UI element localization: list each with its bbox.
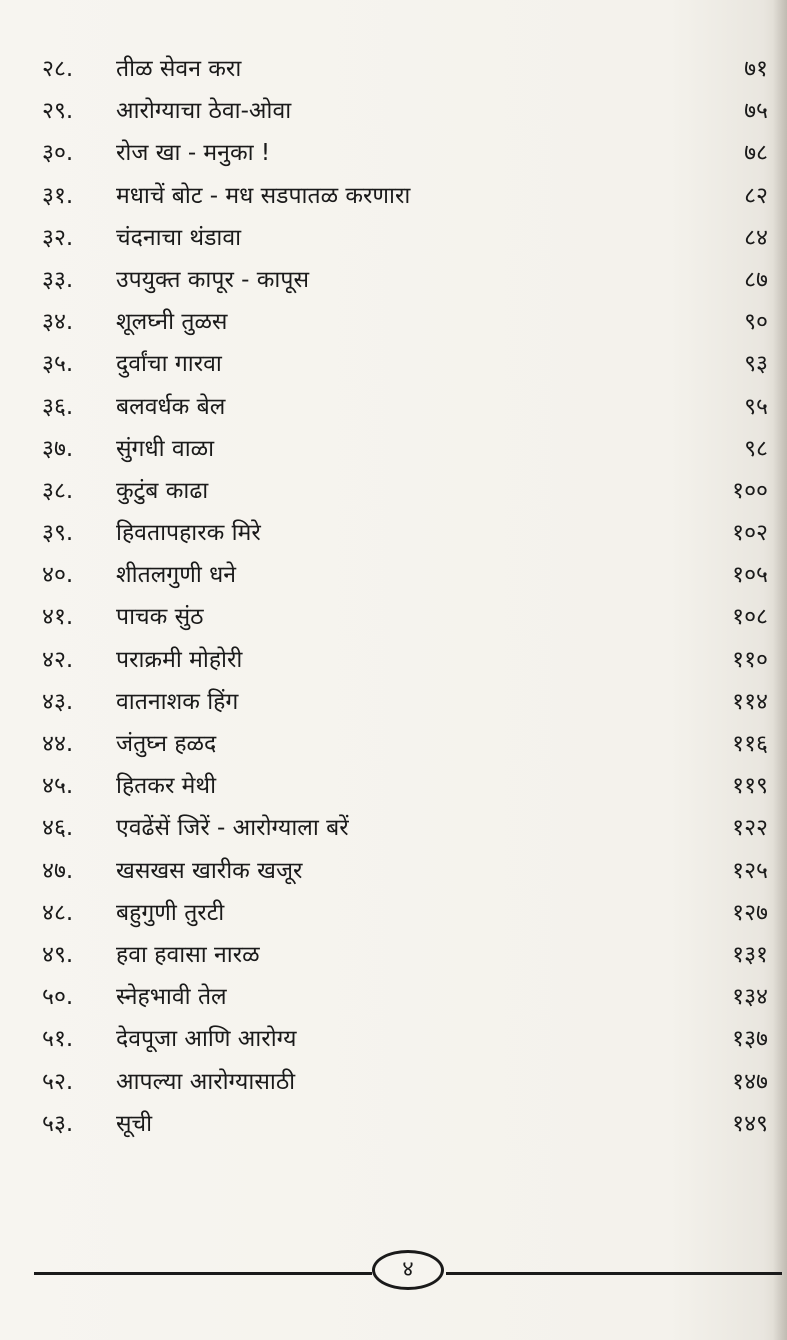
entry-title: शीतलगुणी धने: [116, 562, 237, 589]
entry-title: आरोग्याचा ठेवा-ओवा: [116, 98, 292, 125]
entry-title: हवा हवासा नारळ: [116, 941, 260, 968]
entry-page: १३१: [732, 941, 768, 968]
toc-entry: [42, 48, 768, 90]
entry-page: ११६: [732, 731, 768, 757]
entry-number: ४०.: [42, 562, 74, 589]
toc-entry: [42, 596, 768, 638]
entry-title: हिवतापहारक मिरे: [116, 520, 261, 547]
toc-entry: [42, 1103, 768, 1145]
entry-page: १४७: [732, 1068, 768, 1095]
toc-entry: [42, 723, 768, 765]
toc-entry: [42, 259, 768, 301]
entry-title: मधाचें बोट - मध सडपातळ करणारा: [116, 182, 411, 209]
page-footer: [34, 1248, 782, 1292]
entry-number: ३३.: [42, 266, 74, 293]
entry-title: आपल्या आरोग्यासाठी: [116, 1068, 296, 1095]
entry-page: ११०: [732, 646, 768, 673]
entry-page: १०५: [732, 562, 768, 589]
page-number: ४: [372, 1250, 444, 1290]
entry-title: शूलघ्नी तुळस: [116, 309, 228, 336]
entry-number: ३४.: [42, 309, 74, 336]
entry-title: सुंगधी वाळा: [116, 435, 215, 462]
entry-number: ५१.: [42, 1026, 74, 1053]
entry-page: १४९: [732, 1110, 768, 1137]
toc-entry: [42, 765, 768, 807]
entry-number: ४७.: [42, 857, 74, 884]
entry-number: ३१.: [42, 182, 74, 209]
entry-number: ३०.: [42, 140, 74, 167]
entry-page: ९०: [744, 309, 768, 336]
toc-entry: [42, 217, 768, 259]
toc-entry: [42, 343, 768, 385]
entry-title: रोज खा - मनुका !: [116, 140, 271, 167]
entry-number: २९.: [42, 98, 74, 125]
entry-title: पाचक सुंठ: [116, 604, 204, 631]
entry-page: १०२: [732, 520, 768, 547]
entry-number: ४९.: [42, 941, 74, 968]
entry-page: ७१: [744, 56, 768, 82]
entry-page: ७५: [744, 98, 768, 125]
entry-title: तीळ सेवन करा: [116, 56, 242, 82]
entry-number: ३५.: [42, 351, 74, 378]
entry-page: ७८: [744, 140, 768, 167]
entry-page: १३७: [732, 1026, 768, 1053]
toc-entry: [42, 554, 768, 596]
entry-title: चंदनाचा थंडावा: [116, 224, 242, 251]
entry-page: १२७: [732, 899, 768, 926]
toc-entry: [42, 386, 768, 428]
entry-title: कुटुंब काढा: [116, 477, 209, 504]
entry-number: ५२.: [42, 1068, 74, 1095]
toc-entry: [42, 976, 768, 1018]
entry-page: ८७: [744, 266, 768, 293]
entry-page: १००: [732, 477, 768, 504]
entry-number: ३९.: [42, 520, 74, 547]
footer-rule-right: [446, 1272, 782, 1275]
entry-number: ३७.: [42, 435, 74, 462]
entry-title: देवपूजा आणि आरोग्य: [116, 1026, 297, 1053]
entry-page: १२२: [732, 815, 768, 842]
entry-page: ९५: [744, 393, 768, 420]
entry-number: ५०.: [42, 984, 74, 1011]
toc-entry: [42, 132, 768, 174]
entry-title: उपयुक्त कापूर - कापूस: [116, 266, 310, 293]
entry-title: बहुगुणी तुरटी: [116, 899, 225, 926]
entry-title: सूची: [116, 1110, 153, 1137]
entry-number: ४४.: [42, 731, 74, 757]
entry-page: ९३: [744, 351, 768, 378]
entry-title: दुर्वांचा गारवा: [116, 351, 222, 378]
entry-page: १०८: [732, 604, 768, 631]
entry-number: ३२.: [42, 224, 74, 251]
entry-title: वातनाशक हिंग: [116, 688, 239, 715]
toc-entry: [42, 175, 768, 217]
toc-entry: [42, 892, 768, 934]
toc-entry: [42, 301, 768, 343]
entry-title: जंतुघ्न हळद: [116, 731, 217, 757]
entry-number: ४८.: [42, 899, 74, 926]
toc-entry: [42, 807, 768, 849]
entry-number: ३८.: [42, 477, 74, 504]
footer-rule-left: [34, 1272, 372, 1275]
entry-number: ४६.: [42, 815, 74, 842]
toc-entry: [42, 90, 768, 132]
entry-number: ४२.: [42, 646, 74, 673]
entry-title: हितकर मेथी: [116, 773, 217, 800]
entry-number: ५३.: [42, 1110, 74, 1137]
toc-entry: [42, 934, 768, 976]
entry-number: ४१.: [42, 604, 74, 631]
entry-title: बलवर्धक बेल: [116, 393, 226, 420]
entry-number: ४३.: [42, 688, 74, 715]
entry-number: २८.: [42, 56, 74, 82]
entry-page: ८२: [744, 182, 768, 209]
toc-entry: [42, 470, 768, 512]
toc-entry: [42, 681, 768, 723]
entry-title: पराक्रमी मोहोरी: [116, 646, 243, 673]
table-of-contents: [42, 48, 768, 1145]
toc-entry: [42, 428, 768, 470]
toc-entry: [42, 639, 768, 681]
entry-number: ३६.: [42, 393, 74, 420]
entry-title: एवढेंसें जिरें - आरोग्याला बरें: [116, 815, 349, 842]
entry-title: खसखस खारीक खजूर: [116, 857, 303, 884]
toc-entry: [42, 1061, 768, 1103]
entry-page: ९८: [744, 435, 768, 462]
toc-entry: [42, 1018, 768, 1060]
toc-entry: [42, 850, 768, 892]
toc-entry: [42, 512, 768, 554]
entry-page: ११४: [732, 688, 768, 715]
entry-page: ११९: [732, 773, 768, 800]
entry-page: १२५: [732, 857, 768, 884]
entry-page: १३४: [732, 984, 768, 1011]
entry-title: स्नेहभावी तेल: [116, 984, 227, 1011]
entry-number: ४५.: [42, 773, 74, 800]
entry-page: ८४: [744, 224, 768, 251]
page-edge-shadow: [773, 0, 787, 1340]
